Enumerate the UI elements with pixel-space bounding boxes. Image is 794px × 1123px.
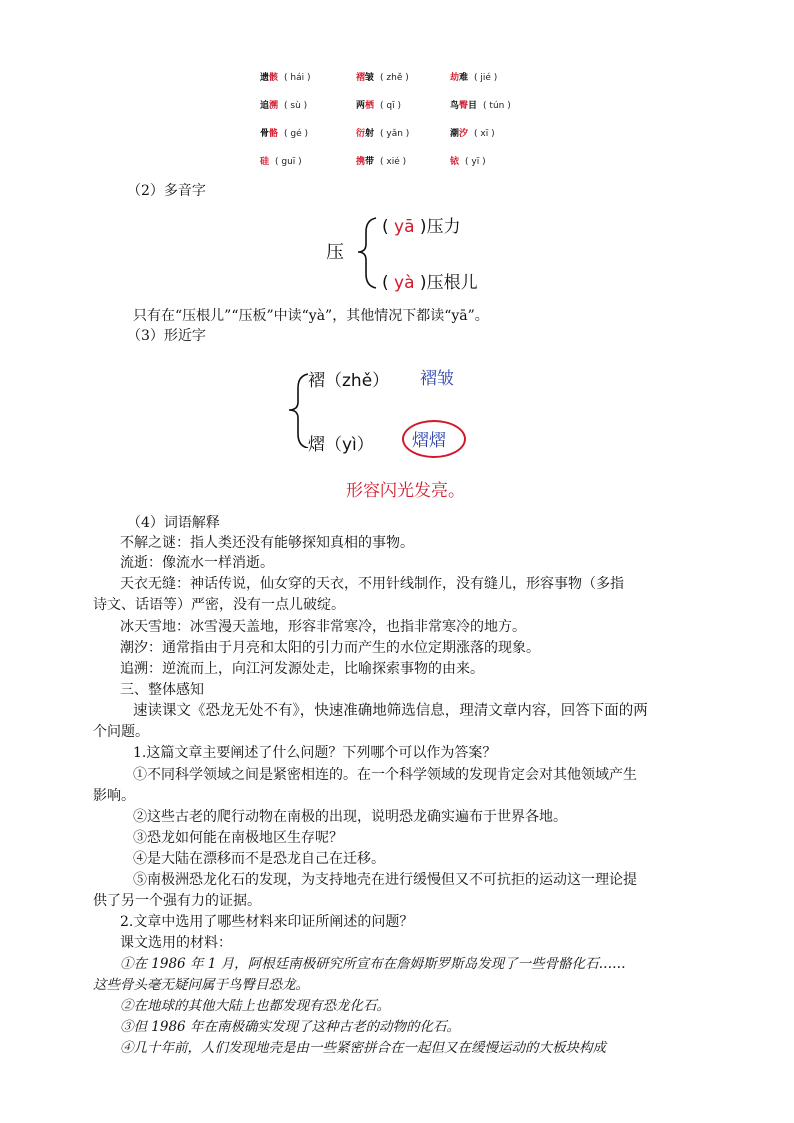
option-1: ①不同科学领域之间是紧密相连的。在一个科学领域的发现肯定会对其他领域产生 bbox=[133, 767, 637, 783]
vocab-word bbox=[260, 126, 278, 139]
polyphonic-figure bbox=[318, 206, 518, 298]
vocab-line: 流逝：像流水一样消逝。 bbox=[120, 555, 274, 571]
vocab-cell bbox=[450, 98, 511, 111]
intro-line-2: 个问题。 bbox=[93, 724, 149, 740]
section-heading-vocab: （4）词语解释 bbox=[127, 515, 220, 531]
vocab-line: 诗文、话语等）严密，没有一点儿破绽。 bbox=[93, 597, 345, 613]
vocab-pinyin: ( xī ) bbox=[474, 129, 495, 139]
vocab-pinyin-table bbox=[254, 70, 530, 180]
vocab-line: 冰天雪地：冰雪漫天盖地，形容非常寒冷，也指非常寒冷的地方。 bbox=[120, 619, 526, 635]
polyphonic-line1: ( yā )压力 bbox=[382, 217, 461, 237]
option-4: ④是大陆在漂移而不是恐龙自己在迁移。 bbox=[133, 851, 385, 867]
material-4: ④几十年前，人们发现地壳是由一些紧密拼合在一起但又在缓慢运动的大板块构成 bbox=[120, 1040, 606, 1056]
vocab-char: 骼 bbox=[269, 129, 279, 139]
vocab-pinyin: ( qī ) bbox=[380, 101, 401, 111]
vocab-row bbox=[254, 126, 530, 146]
vocab-char: 追 bbox=[260, 101, 270, 111]
vocab-row bbox=[254, 154, 530, 174]
vocab-char: 栖 bbox=[365, 101, 375, 111]
vocab-cell bbox=[260, 126, 308, 139]
vocab-pinyin: ( yǎn ) bbox=[380, 129, 410, 139]
section-heading-polyphonic: （2）多音字 bbox=[127, 183, 206, 199]
vocab-char: 褶 bbox=[356, 73, 366, 83]
vocab-line: 追溯：逆流而上，向江河发源处走，比喻探索事物的由来。 bbox=[120, 661, 484, 677]
vocab-cell bbox=[356, 98, 401, 111]
vocab-cell bbox=[260, 70, 311, 83]
vocab-char: 两 bbox=[356, 101, 366, 111]
vocab-char: 目 bbox=[468, 101, 478, 111]
similar-chars-figure bbox=[284, 358, 514, 504]
vocab-pinyin: ( guī ) bbox=[275, 157, 302, 167]
vocab-char: 衍 bbox=[356, 129, 366, 139]
vocab-cell bbox=[260, 98, 307, 111]
vocab-pinyin: ( gé ) bbox=[284, 129, 309, 139]
vocab-char: 骨 bbox=[260, 129, 270, 139]
vocab-cell bbox=[450, 154, 486, 167]
vocab-word bbox=[260, 154, 269, 167]
vocab-char: 骸 bbox=[269, 73, 279, 83]
vocab-char: 汐 bbox=[459, 129, 469, 139]
polyphonic-line2: ( yà )压根儿 bbox=[382, 273, 478, 293]
meaning-yiyi: 形容闪光发亮。 bbox=[346, 481, 465, 501]
vocab-word bbox=[450, 70, 468, 83]
vocab-line: 天衣无缝：神话传说，仙女穿的天衣，不用针线制作，没有缝儿，形容事物（多指 bbox=[120, 576, 624, 592]
option-1-cont: 影响。 bbox=[93, 788, 135, 804]
vocab-line: 不解之谜：指人类还没有能够探知真相的事物。 bbox=[120, 535, 414, 551]
word-yiyi: 熠熠 bbox=[412, 431, 446, 451]
vocab-cell bbox=[356, 154, 406, 167]
vocab-char: 皱 bbox=[365, 73, 375, 83]
option-3: ③恐龙如何能在南极地区生存呢？ bbox=[133, 830, 343, 846]
vocab-line: 潮汐：通常指由于月亮和太阳的引力而产生的水位定期涨落的现象。 bbox=[120, 640, 540, 656]
vocab-pinyin: ( hái ) bbox=[284, 73, 311, 83]
materials-heading: 课文选用的材料： bbox=[120, 935, 232, 951]
intro-line-1: 速读课文《恐龙无处不有》，快速准确地筛选信息，理清文章内容，回答下面的两 bbox=[133, 703, 648, 719]
brace-icon bbox=[354, 214, 384, 290]
vocab-char: 带 bbox=[365, 157, 375, 167]
question-1: 1.这篇文章主要阐述了什么问题？下列哪个可以作为答案？ bbox=[133, 745, 497, 761]
option-5-cont: 供了另一个强有力的证据。 bbox=[93, 893, 261, 909]
similar-char-zhe: 褶（zhě） bbox=[308, 371, 390, 391]
vocab-char: 潮 bbox=[450, 129, 460, 139]
vocab-char: 铱 bbox=[450, 157, 460, 167]
vocab-char: 溯 bbox=[269, 101, 279, 111]
vocab-row bbox=[254, 70, 530, 90]
vocab-cell bbox=[260, 154, 302, 167]
vocab-char: 臀 bbox=[459, 101, 469, 111]
vocab-word bbox=[450, 154, 459, 167]
vocab-pinyin: ( tún ) bbox=[483, 101, 511, 111]
word-zhezhou: 褶皱 bbox=[420, 369, 454, 389]
vocab-cell bbox=[356, 70, 409, 83]
vocab-cell bbox=[450, 126, 495, 139]
vocab-char: 遗 bbox=[260, 73, 270, 83]
vocab-char: 携 bbox=[356, 157, 366, 167]
vocab-cell bbox=[450, 70, 497, 83]
vocab-pinyin: ( sù ) bbox=[284, 101, 308, 111]
vocab-char: 射 bbox=[365, 129, 375, 139]
vocab-word bbox=[356, 154, 374, 167]
vocab-char: 鸟 bbox=[450, 101, 460, 111]
material-1: ①在 1986 年 1 月，阿根廷南极研究所宣布在詹姆斯罗斯岛发现了一些骨骼化石…… bbox=[120, 956, 626, 972]
material-2: ②在地球的其他大陆上也都发现有恐龙化石。 bbox=[120, 998, 390, 1014]
vocab-pinyin: ( yī ) bbox=[465, 157, 486, 167]
vocab-pinyin: ( zhě ) bbox=[380, 73, 409, 83]
vocab-word bbox=[260, 98, 278, 111]
pinyin-ya1: yā bbox=[394, 217, 415, 237]
vocab-word bbox=[450, 98, 477, 111]
word-yagener: 压根儿 bbox=[426, 273, 478, 293]
material-1-cont: 这些骨头毫无疑问属于鸟臀目恐龙。 bbox=[93, 977, 309, 993]
vocab-word bbox=[356, 70, 374, 83]
vocab-word bbox=[356, 126, 374, 139]
vocab-row bbox=[254, 98, 530, 118]
word-yali: 压力 bbox=[426, 217, 461, 237]
vocab-pinyin: ( xié ) bbox=[380, 157, 407, 167]
vocab-cell bbox=[356, 126, 409, 139]
vocab-char: 难 bbox=[459, 73, 469, 83]
pinyin-ya4: yà bbox=[394, 273, 415, 293]
vocab-char: 硅 bbox=[260, 157, 270, 167]
section-heading-similar: （3）形近字 bbox=[127, 328, 206, 344]
vocab-word bbox=[260, 70, 278, 83]
vocab-char: 劫 bbox=[450, 73, 460, 83]
polyphonic-char: 压 bbox=[326, 242, 344, 263]
question-2: 2.文章中选用了哪些材料来印证所阐述的问题？ bbox=[120, 914, 414, 930]
part-heading: 三、整体感知 bbox=[120, 682, 204, 698]
option-2: ②这些古老的爬行动物在南极的出现，说明恐龙确实遍布于世界各地。 bbox=[133, 809, 567, 825]
option-5: ⑤南极洲恐龙化石的发现，为支持地壳在进行缓慢但又不可抗拒的运动这一理论提 bbox=[133, 872, 637, 888]
vocab-word bbox=[356, 98, 374, 111]
material-3: ③但 1986 年在南极确实发现了这种古老的动物的化石。 bbox=[120, 1019, 460, 1035]
vocab-pinyin: ( jié ) bbox=[474, 73, 498, 83]
vocab-word bbox=[450, 126, 468, 139]
polyphonic-note: 只有在“压根儿”“压板”中读“yà”，其他情况下都读“yā”。 bbox=[133, 308, 489, 324]
similar-char-yi: 熠（yì） bbox=[308, 435, 374, 455]
